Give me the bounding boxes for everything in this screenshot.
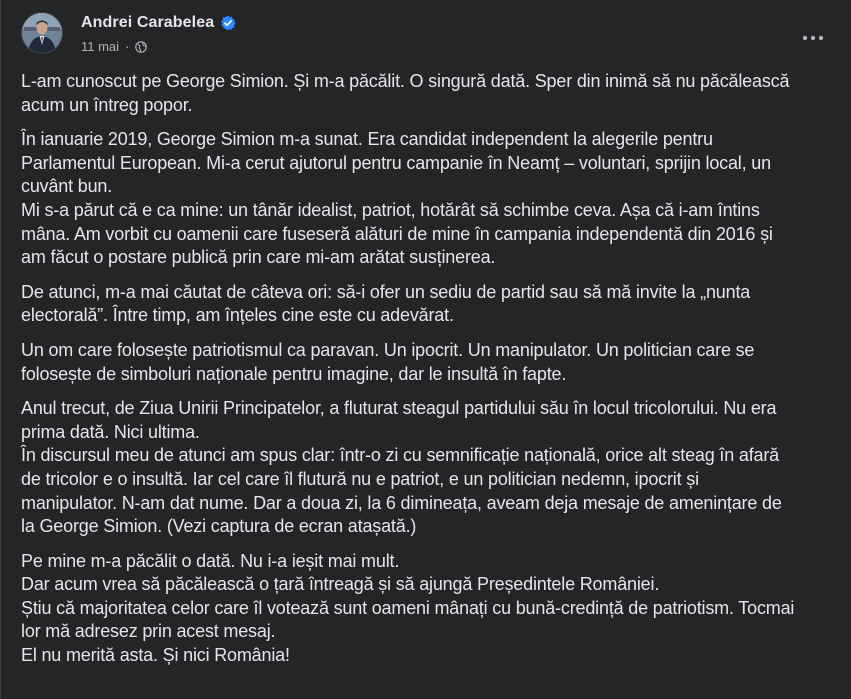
text-line: În discursul meu de atunci am spus clar: într-o zi cu semnificație națională, orice alt steag în afară: [21, 445, 780, 466]
more-horizontal-icon: [802, 35, 824, 41]
text-line: electorală”. Între timp, am înțeles cine este cu adevărat.: [21, 305, 454, 326]
text-line: Un om care folosește patriotismul ca paravan. Un ipocrit. Un manipulator. Un politician care se: [21, 339, 755, 360]
globe-icon[interactable]: [135, 41, 147, 53]
meta-separator: ·: [125, 39, 130, 54]
text-line: În ianuarie 2019, George Simion m-a sunat. Era candidat independent la alegerile pentru: [21, 129, 713, 150]
author-avatar[interactable]: [21, 12, 63, 54]
avatar-photo: [22, 13, 62, 53]
verified-badge-icon: [220, 15, 236, 31]
author-name[interactable]: Andrei Carabelea: [81, 14, 215, 31]
text-line: acum un întreg popor.: [21, 94, 193, 115]
text-line: De atunci, m-a mai căutat de câteva ori: să-i ofer un sediu de partid sau să mă invite la „nunta: [21, 281, 751, 302]
text-line: prima dată. Nici ultima.: [21, 421, 200, 442]
text-line: Știu că majoritatea celor care îl votează sunt oameni mânați cu bună-credință de patriotism. Tocmai: [21, 597, 795, 618]
post-date[interactable]: 11 mai: [81, 39, 120, 54]
paragraph-6: [21, 550, 836, 668]
post-text: [21, 70, 836, 668]
post-header: [21, 12, 831, 60]
text-line: Anul trecut, de Ziua Unirii Principatelor, a fluturat steagul partidului său în locul tricolorului. Nu era: [21, 398, 777, 419]
text-line: am făcut o postare publică prin care mi-am arătat susținerea.: [21, 247, 496, 268]
text-line: la George Simion. (Vezi captura de ecran atașată.): [21, 516, 417, 537]
paragraph-3: [21, 281, 836, 328]
text-line: Pe mine m-a păcălit o dată. Nu i-a ieșit mai mult.: [21, 550, 400, 571]
text-line: El nu merită asta. Și nici România!: [21, 645, 290, 666]
author-line: [81, 14, 236, 32]
text-line: Mi s-a părut că e ca mine: un tânăr idealist, patriot, hotărât să schimbe ceva. Așa că i-am întins: [21, 199, 760, 220]
more-options-button[interactable]: [795, 20, 831, 56]
paragraph-4: [21, 339, 836, 386]
post-meta: [81, 39, 147, 54]
text-line: lor mă adresez prin acest mesaj.: [21, 621, 276, 642]
text-line: L-am cunoscut pe George Simion. Și m-a păcălit. O singură dată. Sper din inimă să nu păcălească: [21, 71, 790, 91]
paragraph-1: [21, 70, 836, 117]
text-line: mâna. Am vorbit cu oamenii care fuseseră alături de mine în campania independentă din 2016 și: [21, 223, 773, 244]
text-line: folosește de simboluri naționale pentru imagine, dar le insultă în fapte.: [21, 363, 567, 384]
text-line: de tricolor e o insultă. Iar cel care îl flutură nu e patriot, e un politician nedemn, ipocrit și: [21, 468, 699, 489]
text-line: manipulator. N-am dat nume. Dar a doua zi, la 6 dimineața, aveam deja mesaje de amenințare de: [21, 492, 782, 513]
text-line: Parlamentul European. Mi-a cerut ajutorul pentru campanie în Neamț – voluntari, sprijin local, un: [21, 152, 771, 173]
text-line: cuvânt bun.: [21, 176, 113, 197]
text-line: Dar acum vrea să păcălească o țară întreagă și să ajungă Președintele României.: [21, 574, 660, 595]
paragraph-5: [21, 397, 836, 539]
paragraph-2: [21, 128, 836, 270]
